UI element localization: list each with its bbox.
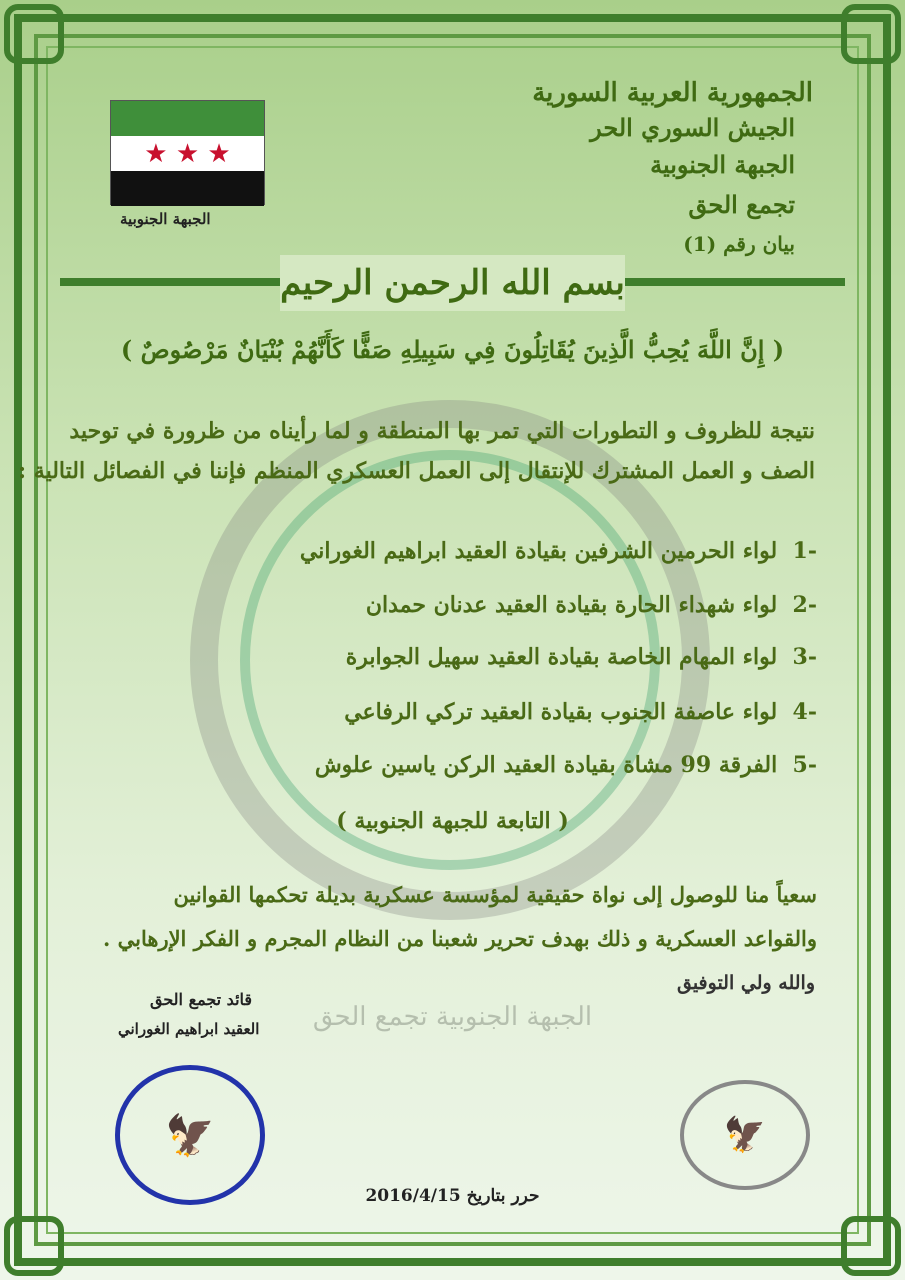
- corner-knot: [4, 4, 64, 64]
- flag-label: الجبهة الجنوبية: [120, 210, 211, 228]
- bismillah: بسم الله الرحمن الرحيم: [280, 255, 625, 311]
- list-item: [300, 538, 817, 564]
- flag-stars: ★ ★ ★: [111, 136, 264, 171]
- item-number: -5: [792, 752, 817, 778]
- list-item: [366, 592, 817, 618]
- list-item: [344, 699, 817, 725]
- item-text: الفرقة 99 مشاة بقيادة العقيد الركن ياسين علوش: [314, 752, 778, 778]
- intro-line: الصف و العمل المشترك للإنتقال إلى العمل العسكري المنظم فإننا في الفصائل التالية :: [18, 458, 815, 484]
- syrian-flag-icon: [110, 100, 265, 205]
- watermark-text: الجبهة الجنوبية تجمع الحق: [312, 1002, 593, 1032]
- statement-number: بيان رقم (1): [683, 232, 795, 256]
- quran-verse: ( إِنَّ اللَّهَ يُحِبُّ الَّذِينَ يُقَاتِلُونَ فِي سَبِيلِهِ صَفًّا كَأَنَّهُمْ بُنْيَانٌ مَرْصُوصٌ ): [120, 335, 785, 364]
- header-line: الجمهورية العربية السورية: [532, 78, 813, 108]
- item-text: لواء شهداء الحارة بقيادة العقيد عدنان حمدان: [365, 592, 778, 618]
- closing-line: سعياً منا للوصول إلى نواة حقيقية لمؤسسة عسكرية بديلة تحكمها القوانين: [173, 882, 817, 907]
- affiliation: ( التابعة للجبهة الجنوبية ): [336, 808, 569, 834]
- item-text: لواء الحرمين الشرفين بقيادة العقيد ابراهيم الغوراني: [299, 538, 778, 564]
- blessing: والله ولي التوفيق: [676, 972, 815, 994]
- corner-knot: [841, 1216, 901, 1276]
- item-number: -2: [792, 592, 817, 618]
- corner-knot: [841, 4, 901, 64]
- signatory-title: قائد تجمع الحق: [150, 990, 253, 1009]
- list-item: [346, 644, 817, 670]
- eagle-logo-icon: 🦅: [680, 1080, 810, 1190]
- intro-line: نتيجة للظروف و التطورات التي تمر بها المنطقة و لما رأيناه من ظرورة في توحيد: [69, 418, 815, 444]
- closing-line: والقواعد العسكرية و ذلك بهدف تحرير شعبنا من النظام المجرم و الفكر الإرهابي .: [103, 926, 817, 951]
- header-line: تجمع الحق: [688, 190, 795, 219]
- item-number: -1: [792, 538, 817, 564]
- item-text: لواء المهام الخاصة بقيادة العقيد سهيل الجوابرة: [345, 644, 778, 670]
- item-number: -3: [792, 644, 817, 670]
- header-line: الجيش السوري الحر: [590, 113, 795, 142]
- date: حرر بتاريخ 2016/4/15: [365, 1186, 540, 1206]
- list-item: [315, 752, 817, 778]
- item-number: -4: [792, 699, 817, 725]
- signatory-name: العقيد ابراهيم الغوراني: [118, 1020, 260, 1038]
- corner-knot: [4, 1216, 64, 1276]
- item-text: لواء عاصفة الجنوب بقيادة العقيد تركي الرفاعي: [344, 699, 778, 725]
- eagle-stamp-icon: 🦅: [115, 1065, 265, 1205]
- header-line: الجبهة الجنوبية: [650, 150, 795, 179]
